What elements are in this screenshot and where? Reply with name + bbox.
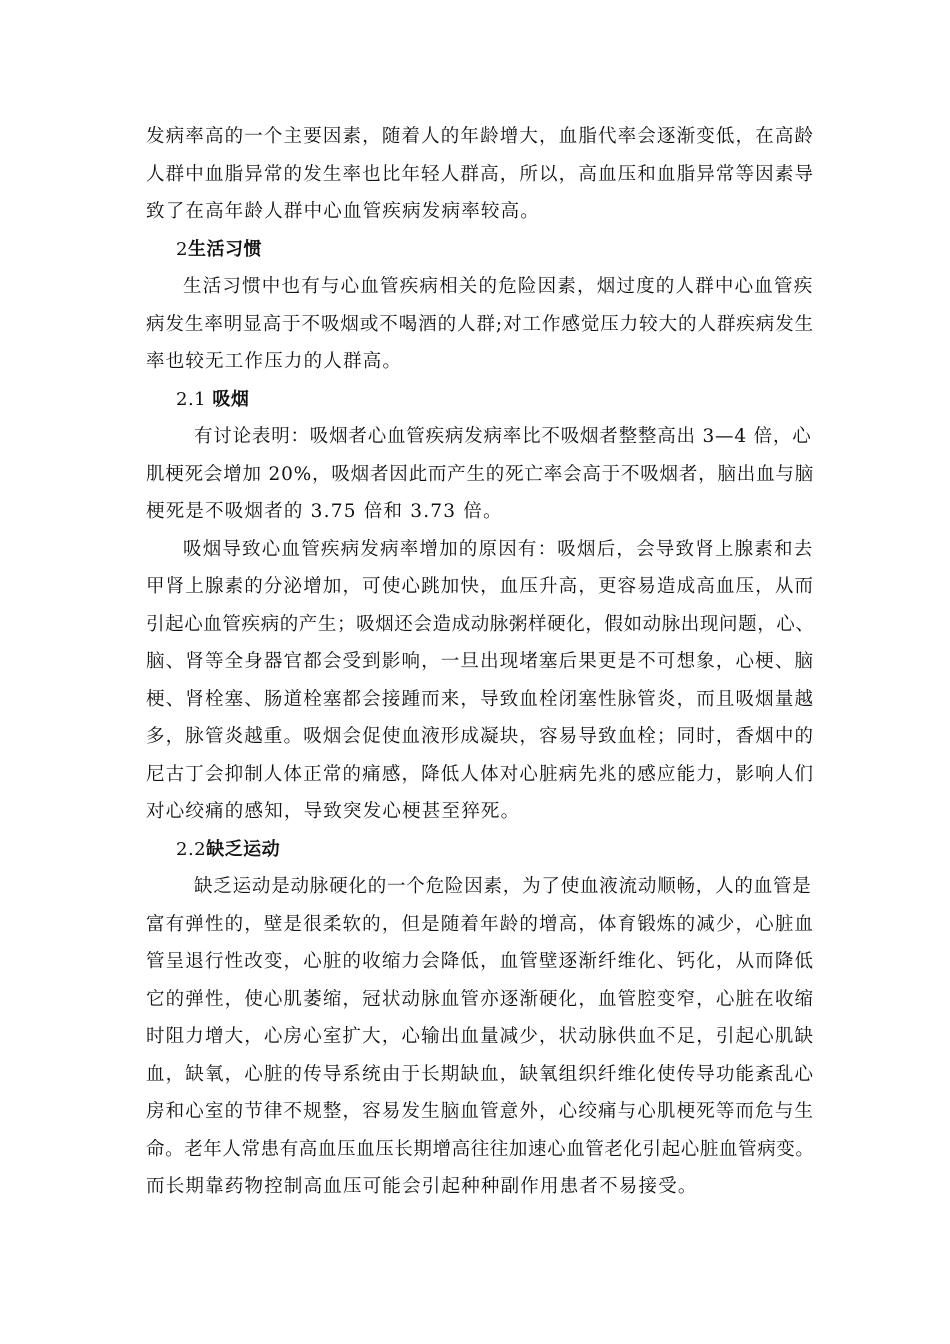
paragraph-line: 生活习惯中也有与心血管疾病相关的危险因素，烟过度的人群中心血管疾 <box>183 276 814 297</box>
heading-title: 缺乏运动 <box>206 838 281 860</box>
paragraph-line: 有讨论表明：吸烟者心血管疾病发病率比不吸烟者整整高出 3—4 倍，心 <box>194 426 812 447</box>
section-heading-2-1 <box>146 381 814 419</box>
heading-number: 2 <box>176 238 188 260</box>
paragraph-line: 致了在高年龄人群中心血管疾病发病率较高。 <box>146 201 541 222</box>
paragraph-line: 多，脉管炎越重。吸烟会促使血液形成凝块，容易导致血栓；同时，香烟中的 <box>146 726 814 747</box>
paragraph-line: 缺乏运动是动脉硬化的一个危险因素，为了使血液流动顺畅，人的血管是 <box>194 876 812 897</box>
paragraph-line: 引起心血管疾病的产生；吸烟还会造成动脉粥样硬化，假如动脉出现问题，心、 <box>146 613 815 635</box>
heading-number: 2.2 <box>176 838 207 860</box>
paragraph-line: 肌梗死会增加 20%，吸烟者因此而产生的死亡率会高于不吸烟者，脑出血与脑 <box>146 463 814 485</box>
paragraph-line: 尼古丁会抑制人体正常的痛感，降低人体对心脏病先兆的感应能力，影响人们 <box>146 763 814 785</box>
paragraph-line: 房和心室的节律不规整，容易发生脑血管意外，心绞痛与心肌梗死等而危与生 <box>146 1101 814 1122</box>
paragraph-line: 血，缺氧，心脏的传导系统由于长期缺血，缺氧组织纤维化使传导功能紊乱心 <box>146 1063 814 1085</box>
heading-title: 吸烟 <box>212 388 250 410</box>
paragraph-line: 脑、肾等全身器官都会受到影响，一旦出现堵塞后果更是不可想象，心梗、脑 <box>146 651 814 672</box>
paragraph-line: 率也较无工作压力的人群高。 <box>146 351 403 372</box>
paragraph-line: 它的弹性，使心肌萎缩，冠状动脉血管亦逐渐硬化，血管腔变窄，心脏在收缩 <box>146 988 814 1010</box>
section-heading-2 <box>146 231 814 269</box>
paragraph-line: 人群中血脂异常的发生率也比年轻人群高，所以，高血压和血脂异常等因素导 <box>146 163 814 185</box>
paragraph-line: 吸烟导致心血管疾病发病率增加的原因有：吸烟后，会导致肾上腺素和去 <box>183 538 814 560</box>
heading-number: 2.1 <box>176 388 213 410</box>
paragraph-line: 梗、肾栓塞、肠道栓塞都会接踵而来，导致血栓闭塞性脉管炎，而且吸烟量越 <box>146 688 814 710</box>
section-heading-2-2 <box>146 831 814 869</box>
paragraph-line: 管呈退行性改变，心脏的收缩力会降低，血管壁逐渐纤维化、钙化，从而降低 <box>146 951 814 972</box>
paragraph-line: 甲肾上腺素的分泌增加，可使心跳加快，血压升高，更容易造成高血压，从而 <box>146 576 814 597</box>
paragraph-line: 而长期靠药物控制高血压可能会引起种种副作用患者不易接受。 <box>146 1176 698 1197</box>
paragraph-line: 对心绞痛的感知，导致突发心梗甚至猝死。 <box>146 801 521 822</box>
paragraph-line: 发病率高的一个主要因素，随着人的年龄增大，血脂代率会逐渐变低，在高龄 <box>146 126 814 147</box>
paragraph-line: 病发生率明显高于不吸烟或不喝酒的人群;对工作感觉压力较大的人群疾病发生 <box>146 313 814 335</box>
paragraph-line: 时阻力增大，心房心室扩大，心输出血量减少，状动脉供血不足，引起心肌缺 <box>146 1026 814 1047</box>
paragraph-line: 富有弹性的，壁是很柔软的，但是随着年龄的增高，体育锻炼的减少，心脏血 <box>146 913 814 935</box>
document-page <box>146 118 814 1206</box>
paragraph-line: 梗死是不吸烟者的 3.75 倍和 3.73 倍。 <box>146 501 503 522</box>
heading-title: 生活习惯 <box>187 238 262 260</box>
paragraph-line: 命。老年人常患有高血压血压长期增高往往加速心血管老化引起心脏血管病变。 <box>146 1138 815 1160</box>
